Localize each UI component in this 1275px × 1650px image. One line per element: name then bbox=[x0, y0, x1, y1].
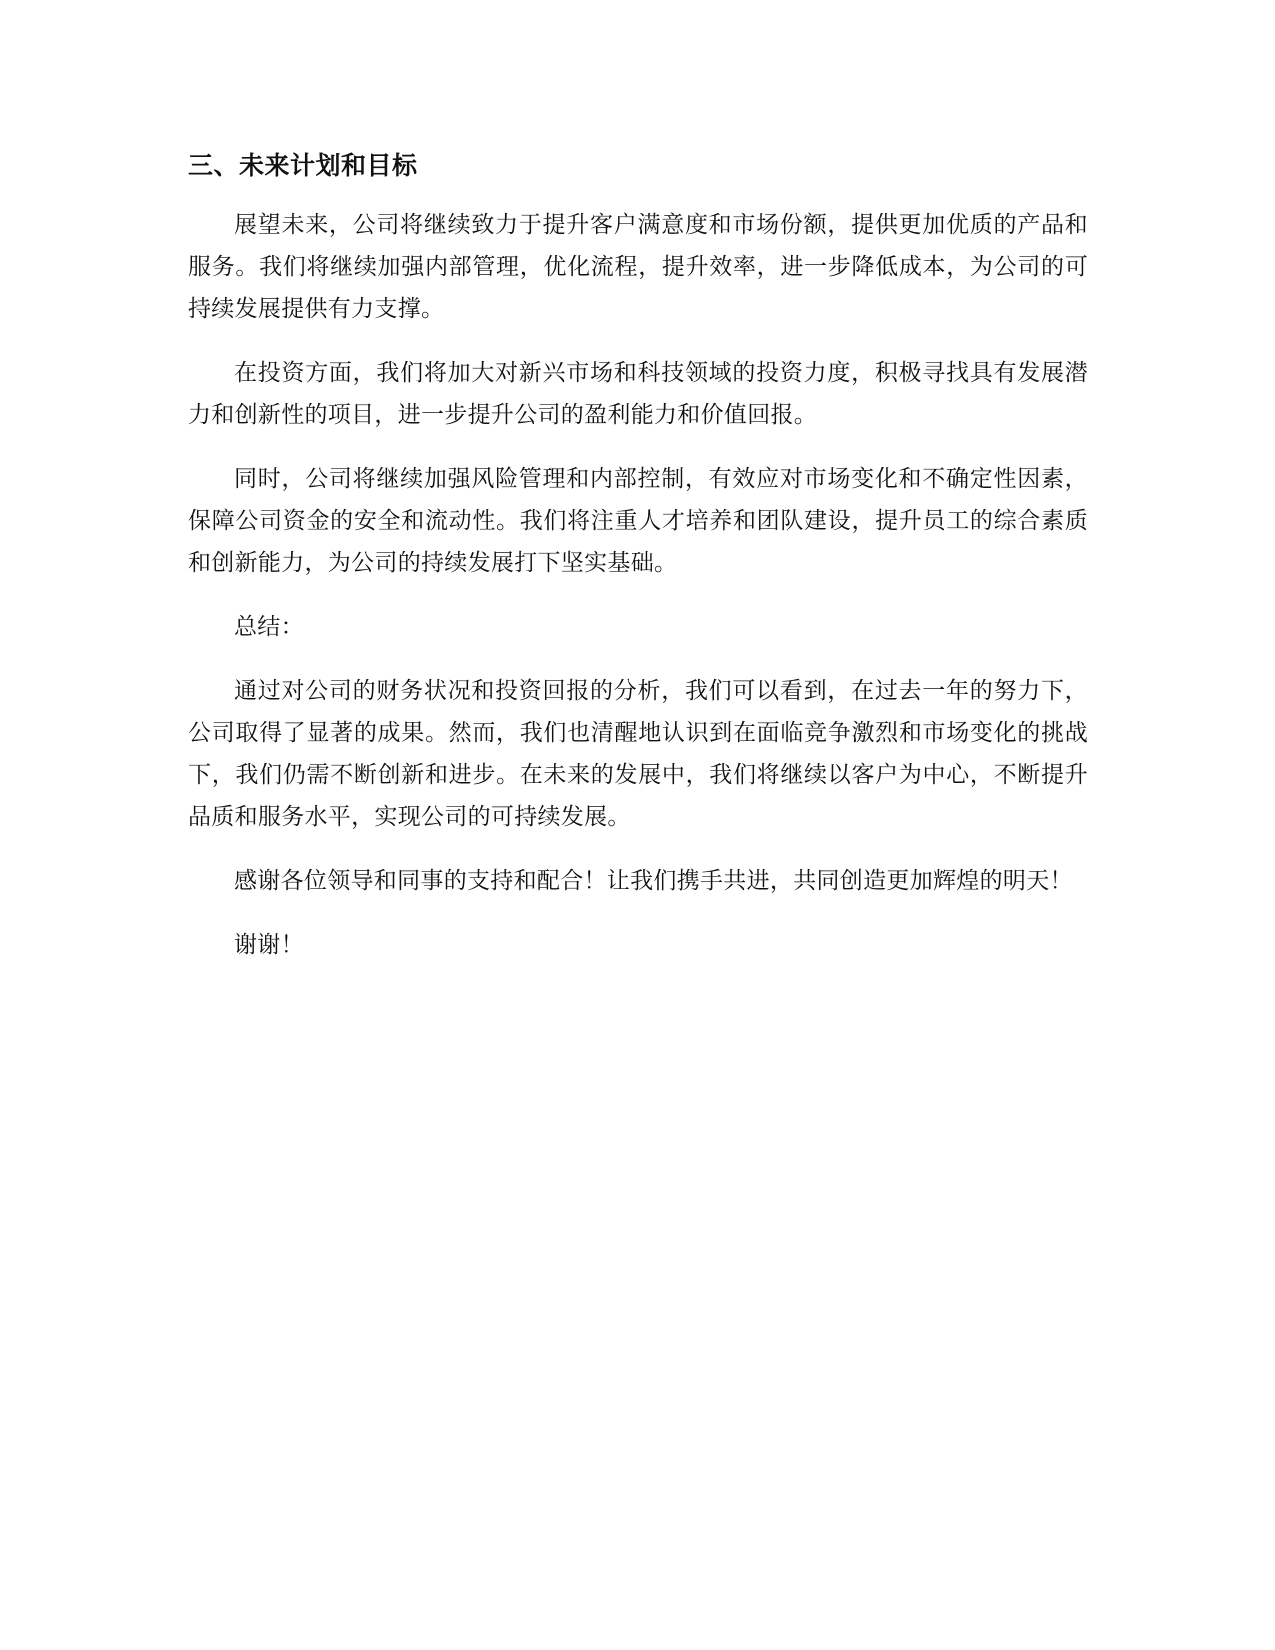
paragraph-investment: 在投资方面，我们将加大对新兴市场和科技领域的投资力度，积极寻找具有发展潜力和创新性的项目，进一步提升公司的盈利能力和价值回报。 bbox=[188, 360, 1088, 428]
document-body bbox=[188, 148, 1088, 988]
paragraph-risk-management: 同时，公司将继续加强风险管理和内部控制，有效应对市场变化和不确定性因素，保障公司资金的安全和流动性。我们将注重人才培养和团队建设，提升员工的综合素质和创新能力，为公司的持续发展打下坚实基础。 bbox=[188, 466, 1088, 576]
paragraph-summary-label: 总结： bbox=[234, 614, 304, 640]
paragraph-thanks-support: 感谢各位领导和同事的支持和配合！让我们携手共进，共同创造更加辉煌的明天！ bbox=[234, 868, 1073, 894]
paragraph-summary: 通过对公司的财务状况和投资回报的分析，我们可以看到，在过去一年的努力下，公司取得了显著的成果。然而，我们也清醒地认识到在面临竞争激烈和市场变化的挑战下，我们仍需不断创新和进步。在未来的发展中，我们将继续以客户为中心，不断提升品质和服务水平，实现公司的可持续发展。 bbox=[188, 678, 1088, 830]
paragraph-thank-you: 谢谢！ bbox=[234, 932, 304, 958]
paragraph-future-outlook: 展望未来，公司将继续致力于提升客户满意度和市场份额，提供更加优质的产品和服务。我们将继续加强内部管理，优化流程，提升效率，进一步降低成本，为公司的可持续发展提供有力支撑。 bbox=[188, 212, 1088, 322]
section-heading: 三、未来计划和目标 bbox=[188, 151, 418, 180]
